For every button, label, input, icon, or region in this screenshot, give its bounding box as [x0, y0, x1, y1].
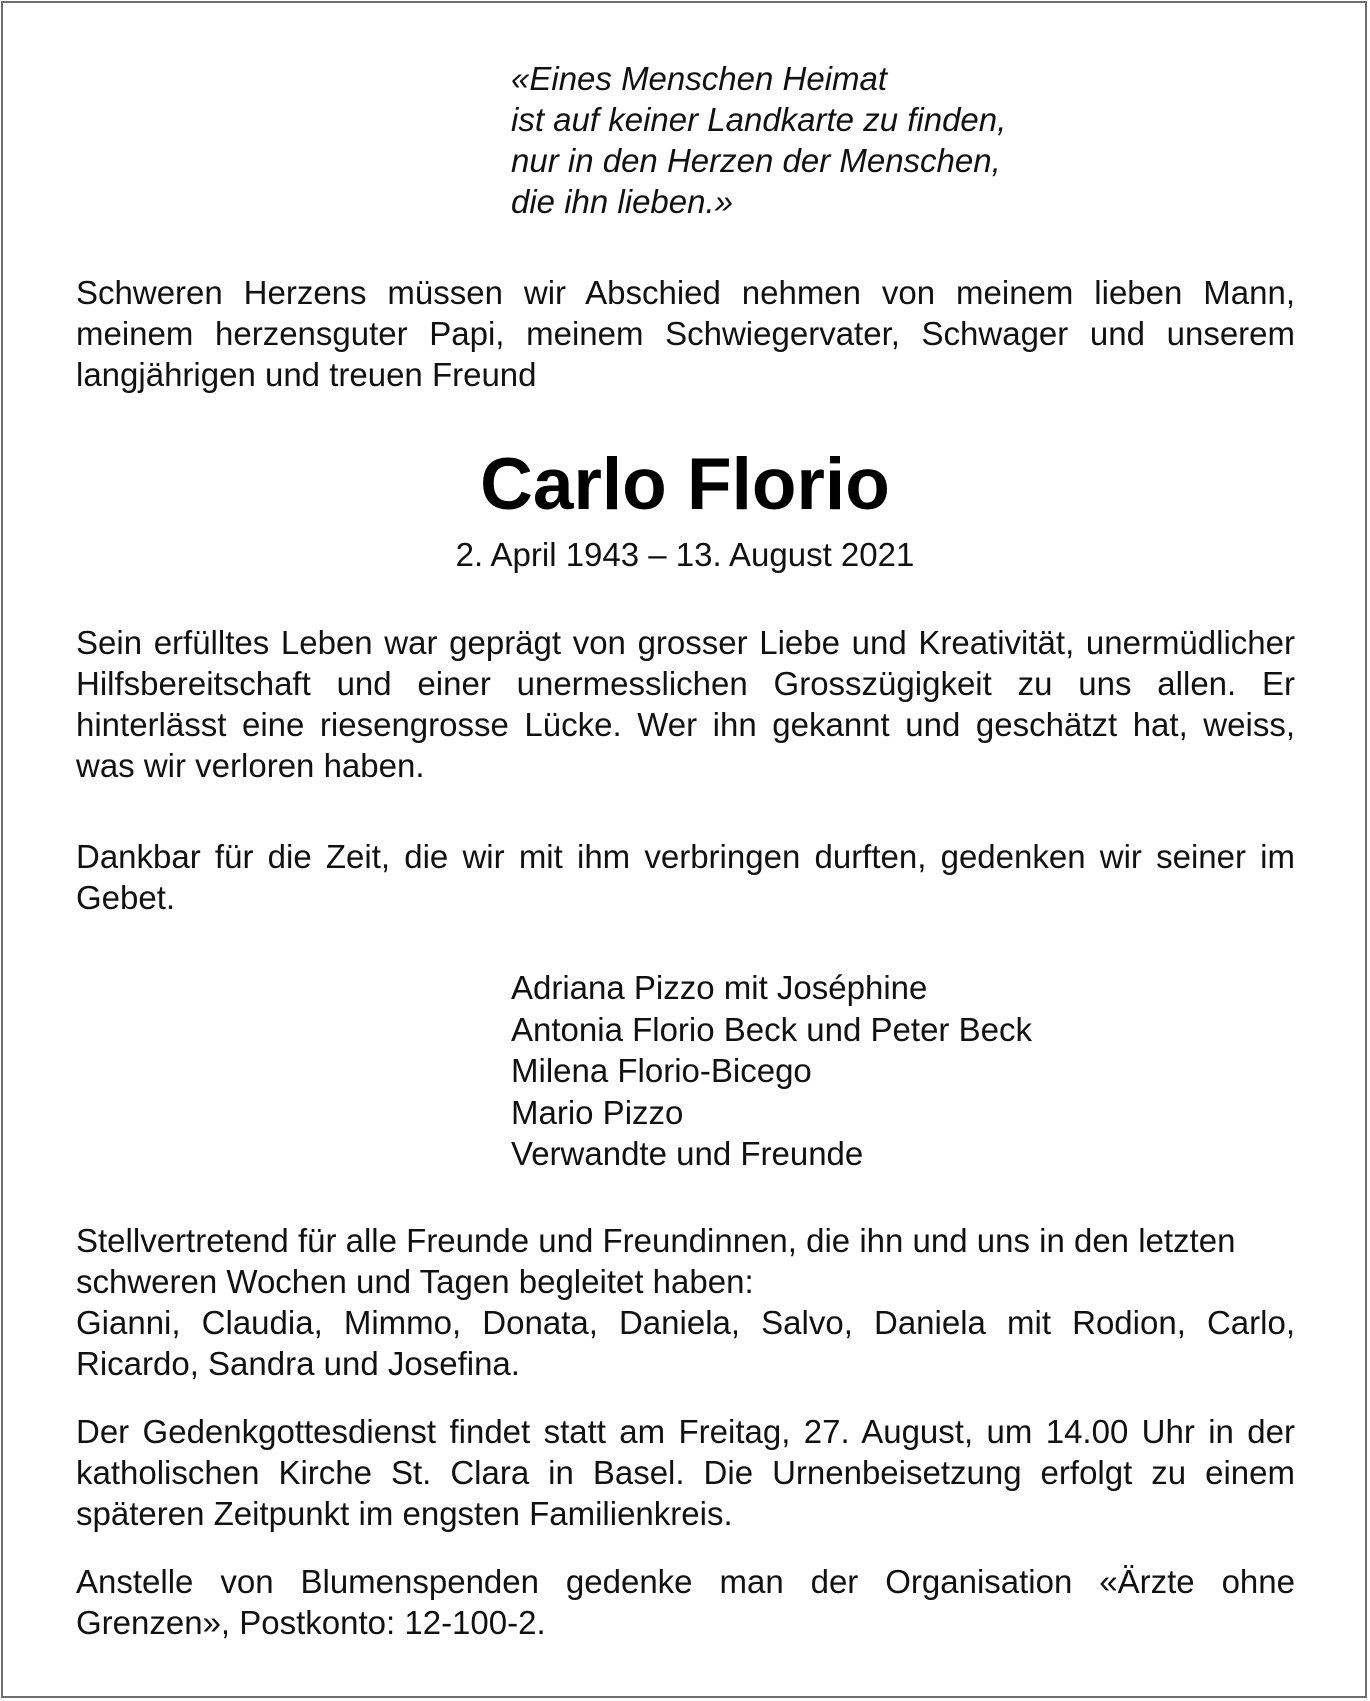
friends-intro: Stellvertretend für alle Freunde und Freundinnen, die ihn und uns in den letzten schweren Wochen und Tagen begleitet haben:: [76, 1222, 1236, 1300]
mourner-name: Adriana Pizzo mit Joséphine: [511, 969, 928, 1006]
motto-line: die ihn lieben.»: [511, 183, 734, 220]
motto-line: «Eines Menschen Heimat: [511, 60, 888, 97]
friends-names: Gianni, Claudia, Mimmo, Donata, Daniela, Salvo, Daniela mit Rodion, Carlo, Ricardo, Sandra und Josefina.: [76, 1304, 1295, 1382]
mourner-name: Verwandte und Freunde: [511, 1135, 864, 1172]
life-paragraph: Sein erfülltes Leben war geprägt von grosser Liebe und Kreativität, unermüdlicher Hilfsbereitschaft und einer unermesslichen Grosszügigkeit zu uns allen. Er hinterlässt eine riesengrosse Lücke. Wer ihn gekannt und geschätzt hat, weiss, was wir verloren haben.: [76, 624, 1295, 784]
mourner-name: Mario Pizzo: [511, 1093, 684, 1131]
intro-paragraph: Schweren Herzens müssen wir Abschied nehmen von meinem lieben Mann, meinem herzensguter Papi, meinem Schwiegervater, Schwager und unserem langjährigen und treuen Freund: [76, 274, 1295, 393]
motto-line: nur in den Herzen der Menschen,: [511, 142, 1001, 179]
mourner-name: Milena Florio-Bicego: [511, 1052, 812, 1089]
service-paragraph: Der Gedenkgottesdienst findet statt am Freitag, 27. August, um 14.00 Uhr in der katholischen Kirche St. Clara in Basel. Die Urnenbeisetzung erfolgt zu einem späteren Zeitpunkt im engsten Familienkreis.: [76, 1413, 1295, 1532]
donation-paragraph: Anstelle von Blumenspenden gedenke man der Organisation «Ärzte ohne Grenzen», Postkonto: 12-100-2.: [76, 1563, 1295, 1641]
mourner-name: Antonia Florio Beck und Peter Beck: [511, 1010, 1032, 1048]
mourners-list: [511, 967, 1032, 1175]
motto-quote: [511, 58, 1006, 222]
deceased-name: Carlo Florio: [480, 444, 890, 525]
motto-line: ist auf keiner Landkarte zu finden,: [511, 101, 1007, 138]
thanks-paragraph: Dankbar für die Zeit, die wir mit ihm verbringen durften, gedenken wir seiner im Gebet.: [76, 838, 1295, 916]
life-dates: 2. April 1943 – 13. August 2021: [455, 536, 915, 573]
friends-paragraph: [76, 1220, 1295, 1384]
